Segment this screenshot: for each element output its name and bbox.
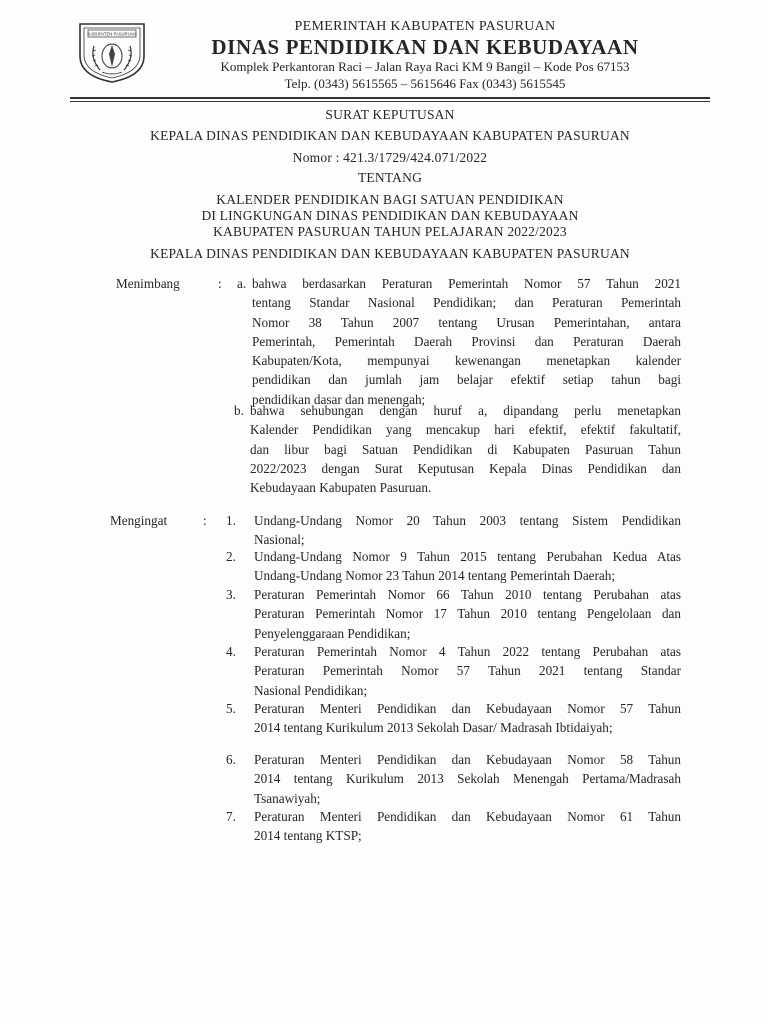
item-line: bahwa sehubungan dengan huruf a, dipandang perlu menetapkan: [250, 403, 681, 418]
mengingat-item-5: [226, 699, 681, 738]
item-line: 2014 tentang Kurikulum 2013 Sekolah Menengah Pertama/Madrasah: [254, 771, 681, 787]
letterhead-divider-thick: [70, 97, 710, 99]
item-line: 2014 tentang KTSP;: [254, 828, 362, 844]
item-line: Undang-Undang Nomor 20 Tahun 2003 tentang Sistem Pendidikan: [254, 513, 681, 528]
item-line: Peraturan Menteri Pendidikan dan Kebudayaan Nomor 58 Tahun: [254, 752, 681, 767]
mengingat-item-6: [226, 750, 681, 808]
item-line: pendidikan dasar dan menengah;: [252, 391, 426, 407]
item-line: Undang-Undang Nomor 23 Tahun 2014 tentang Pemerintah Daerah;: [254, 568, 616, 584]
item-marker: b.: [234, 403, 244, 418]
item-marker: 3.: [226, 587, 236, 602]
menimbang-item-b: [234, 401, 681, 497]
item-line: 2014 tentang Kurikulum 2013 Sekolah Dasar/ Madrasah Ibtidaiyah;: [254, 720, 613, 736]
subject-line-2: DI LINGKUNGAN DINAS PENDIDIKAN DAN KEBUDAYAAN: [201, 208, 579, 223]
mengingat-label: Mengingat: [110, 513, 168, 528]
svg-text:KABUPATEN PASURUAN: KABUPATEN PASURUAN: [87, 31, 137, 37]
item-marker: 6.: [226, 752, 236, 767]
item-line: Nasional;: [254, 532, 305, 548]
agency-name: DINAS PENDIDIKAN DAN KEBUDAYAAN: [211, 35, 639, 59]
mengingat-colon: :: [203, 513, 207, 528]
mengingat-item-4: [226, 642, 681, 700]
about-heading: TENTANG: [357, 170, 423, 185]
item-line: Nomor 38 Tahun 2007 tentang Urusan Pemerintahan, antara: [252, 314, 681, 330]
item-line: Nasional Pendidikan;: [254, 682, 368, 698]
subject-line-1: KALENDER PENDIDIKAN BAGI SATUAN PENDIDIKAN: [216, 192, 564, 207]
decree-number: Nomor : 421.3/1729/424.071/2022: [292, 150, 488, 165]
item-line: Peraturan Menteri Pendidikan dan Kebudayaan Nomor 57 Tahun: [254, 701, 681, 716]
item-line: Penyelenggaraan Pendidikan;: [254, 625, 411, 641]
agency-contact: Telp. (0343) 5615565 – 5615646 Fax (0343) 5615545: [284, 76, 566, 91]
item-marker: 7.: [226, 809, 236, 824]
item-marker: 4.: [226, 644, 236, 659]
mengingat-item-7: [226, 807, 681, 846]
item-marker: 2.: [226, 549, 236, 564]
menimbang-label: Menimbang: [116, 276, 180, 291]
item-marker: 1.: [226, 513, 236, 528]
item-line: Tsanawiyah;: [254, 790, 321, 806]
document-type: SURAT KEPUTUSAN: [325, 107, 455, 122]
issuer-title: KEPALA DINAS PENDIDIKAN DAN KEBUDAYAAN KABUPATEN PASURUAN: [150, 128, 630, 143]
item-line: Peraturan Menteri Pendidikan dan Kebudayaan Nomor 61 Tahun: [254, 809, 681, 824]
item-marker: 5.: [226, 701, 236, 716]
menimbang-colon: :: [218, 276, 222, 291]
mengingat-item-3: [226, 585, 681, 643]
item-line: Peraturan Pemerintah Nomor 66 Tahun 2010 tentang Perubahan atas: [254, 587, 681, 602]
official-title: KEPALA DINAS PENDIDIKAN DAN KEBUDAYAAN KABUPATEN PASURUAN: [150, 246, 630, 261]
mengingat-item-1: [226, 511, 681, 550]
item-line: Peraturan Pemerintah Nomor 57 Tahun 2021 tentang Standar: [254, 663, 681, 679]
item-line: Pemerintah, Pemerintah Daerah Provinsi dan Peraturan Daerah: [252, 333, 681, 349]
regency-crest-logo: [72, 18, 152, 84]
item-marker: a.: [237, 276, 247, 291]
menimbang-item-a: [237, 274, 681, 409]
mengingat-item-2: [226, 547, 681, 586]
item-line: Peraturan Pemerintah Nomor 17 Tahun 2010 tentang Pengelolaan dan: [254, 606, 681, 622]
item-line: Undang-Undang Nomor 9 Tahun 2015 tentang Perubahan Kedua Atas: [254, 549, 681, 564]
item-line: dan libur bagi Satuan Pendidikan di Kabupaten Pasuruan Tahun: [250, 441, 681, 457]
agency-address: Komplek Perkantoran Raci – Jalan Raya Raci KM 9 Bangil – Kode Pos 67153: [220, 59, 630, 74]
item-line: tentang Standar Nasional Pendidikan; dan Peraturan Pemerintah: [252, 295, 681, 311]
item-line: Kabupaten/Kota, mempunyai kewenangan menetapkan kalender: [252, 353, 681, 369]
subject-line-3: KABUPATEN PASURUAN TAHUN PELAJARAN 2022/2023: [213, 224, 567, 239]
item-line: 2022/2023 dengan Surat Keputusan Kepala Dinas Pendidikan dan: [250, 460, 681, 476]
item-line: pendidikan dan jumlah jam belajar efektif setiap tahun bagi: [252, 372, 681, 388]
government-name: PEMERINTAH KABUPATEN PASURUAN: [294, 19, 556, 34]
item-line: Kebudayaan Kabupaten Pasuruan.: [250, 480, 432, 496]
letterhead-divider-thin: [70, 101, 710, 102]
letterhead: [160, 18, 690, 92]
item-line: bahwa berdasarkan Peraturan Pemerintah Nomor 57 Tahun 2021: [252, 276, 681, 291]
item-line: Kalender Pendidikan yang mencakup hari efektif, efektif fakultatif,: [250, 422, 681, 438]
item-line: Peraturan Pemerintah Nomor 4 Tahun 2022 tentang Perubahan atas: [254, 644, 681, 659]
